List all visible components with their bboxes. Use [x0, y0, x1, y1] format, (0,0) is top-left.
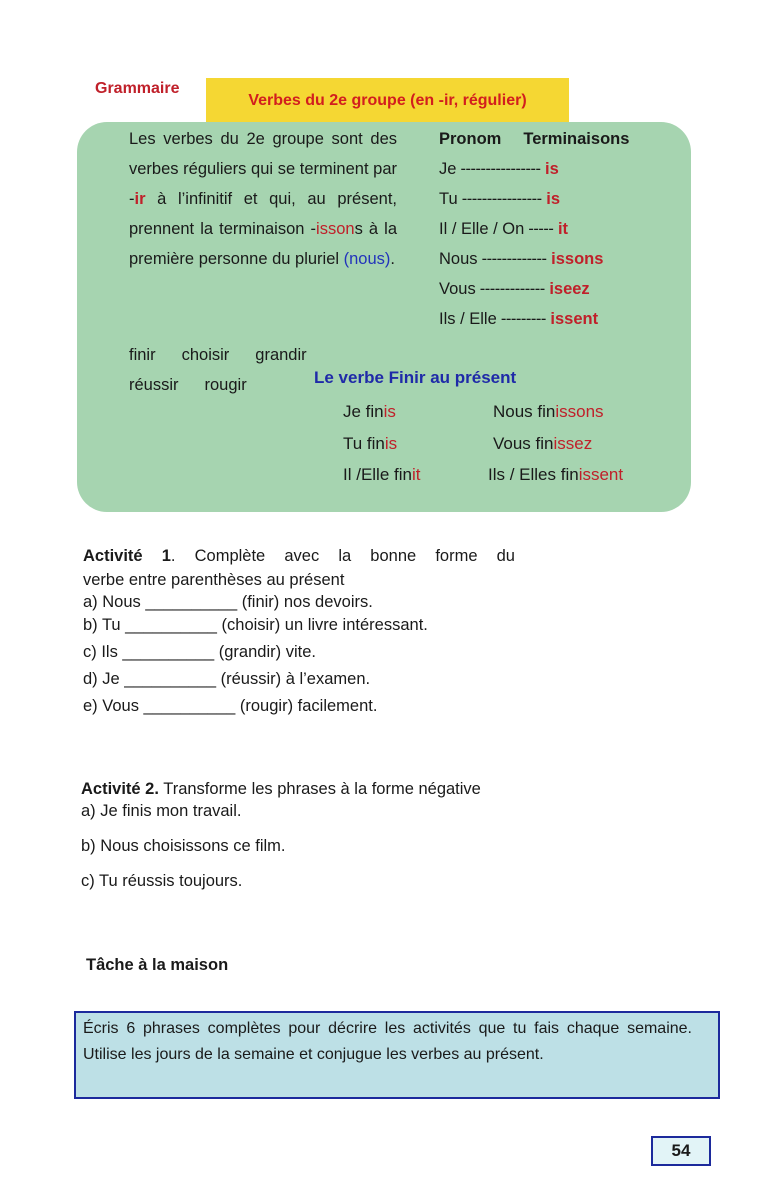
- dashes: -----: [524, 220, 554, 238]
- dashes: ----------------: [456, 160, 541, 178]
- activity-1-instruction: [83, 544, 515, 568]
- exercise-item: a) Je finis mon travail.: [81, 802, 242, 820]
- isson-highlight: isson: [316, 220, 355, 238]
- ending: is: [383, 402, 396, 421]
- homework-text: Écris 6 phrases complètes pour décrire les activités que tu fais chaque semaine. Utilise les jours de la semaine et conjugue les verbes au présent.: [83, 1020, 692, 1063]
- activity-2: [81, 778, 481, 892]
- exercise-item: e) Vous __________ (rougir) facilement.: [83, 697, 378, 715]
- endings-table: [439, 124, 629, 334]
- ir-highlight: ir: [134, 190, 146, 208]
- stem: Ils / Elles fin: [488, 465, 579, 484]
- endings-row: [439, 214, 629, 244]
- conjugated-form: [493, 428, 592, 460]
- exercise-item: c) Tu réussis toujours.: [81, 872, 243, 890]
- ending: is: [384, 433, 398, 453]
- dashes: -------------: [475, 280, 545, 298]
- ending: it: [557, 220, 569, 238]
- endings-row: [439, 244, 629, 274]
- activity-2-instruction: [81, 778, 481, 800]
- verb: choisir: [181, 346, 230, 364]
- exercise-item: c) Ils __________ (grandir) vite.: [83, 643, 316, 661]
- verb: réussir: [129, 376, 179, 394]
- dashes: -------------: [477, 250, 547, 268]
- homework-title: Tâche à la maison: [86, 956, 229, 974]
- page-number: 54: [651, 1136, 711, 1166]
- conjugated-form: [488, 459, 623, 491]
- conjugated-form: [343, 396, 493, 428]
- stem: Vous fin: [493, 433, 554, 453]
- pronoun: Je: [439, 160, 457, 178]
- instruction-text: verbe entre parenthèses au présent: [83, 571, 345, 589]
- activity-1: [83, 544, 515, 720]
- dashes: ----------------: [457, 190, 542, 208]
- verb: finir: [129, 346, 156, 364]
- activity-2-label: Activité 2.: [81, 780, 159, 798]
- finir-conjugation: [343, 396, 623, 491]
- endings-row: [439, 154, 629, 184]
- conjugated-form: [343, 428, 493, 460]
- dashes: ---------: [496, 310, 546, 328]
- endings-row: [439, 274, 629, 304]
- banner-title: Verbes du 2e groupe (en -ir, régulier): [248, 92, 527, 109]
- finir-title: Le verbe Finir au présent: [314, 368, 517, 387]
- example-verbs: [129, 340, 333, 400]
- ending: issons: [555, 402, 604, 421]
- section-label: Grammaire: [95, 80, 180, 97]
- ending: issez: [553, 433, 593, 453]
- stem: Nous fin: [493, 402, 556, 421]
- exercise-list: [83, 592, 515, 720]
- pronoun: Il / Elle / On: [439, 220, 525, 238]
- exercise-item: b) Tu __________ (choisir) un livre intéressant.: [83, 616, 428, 634]
- conjugated-form: [493, 396, 604, 428]
- conjugated-form: [343, 459, 488, 491]
- ending: iseez: [549, 280, 590, 298]
- exercise-item: d) Je __________ (réussir) à l’examen.: [83, 670, 371, 688]
- intro-text: s à la première personne du pluriel: [129, 220, 398, 268]
- pronoun: Vous: [439, 280, 476, 298]
- instruction-text: Transforme les phrases à la forme négative: [158, 780, 481, 798]
- ending: issent: [578, 465, 624, 484]
- activity-1-label: Activité 1: [83, 547, 171, 565]
- intro-paragraph: [129, 124, 397, 274]
- stem: Il /Elle fin: [343, 465, 412, 484]
- intro-text: Les verbes du 2e groupe sont des verbes réguliers qui se terminent par -: [129, 130, 397, 208]
- nous-highlight: (nous): [343, 250, 391, 268]
- intro-text: à l’infinitif et qui, au présent, prennent la terminaison -: [129, 190, 397, 238]
- exercise-item: a) Nous __________ (finir) nos devoirs.: [83, 593, 373, 611]
- verb: rougir: [204, 376, 247, 394]
- ending: is: [545, 160, 559, 178]
- stem: Je fin: [343, 402, 384, 421]
- endings-row: [439, 304, 629, 334]
- endings-table-header: [439, 124, 629, 154]
- exercise-item: b) Nous choisissons ce film.: [81, 837, 286, 855]
- homework-box: [74, 1011, 720, 1099]
- header-endings: Terminaisons: [523, 130, 630, 148]
- ending: issons: [551, 250, 604, 268]
- ending: it: [411, 465, 421, 484]
- ending: is: [546, 190, 561, 208]
- header-pronoun: Pronom: [439, 130, 502, 148]
- intro-text: .: [390, 250, 395, 268]
- pronoun: Tu: [439, 190, 458, 208]
- verb: grandir: [255, 346, 307, 364]
- ending: issent: [550, 310, 599, 328]
- pronoun: Nous: [439, 250, 478, 268]
- title-banner: [206, 78, 569, 122]
- stem: Tu fin: [343, 433, 385, 453]
- pronoun: Ils / Elle: [439, 310, 497, 328]
- endings-row: [439, 184, 629, 214]
- instruction-text: . Complète avec la bonne forme du: [170, 547, 515, 565]
